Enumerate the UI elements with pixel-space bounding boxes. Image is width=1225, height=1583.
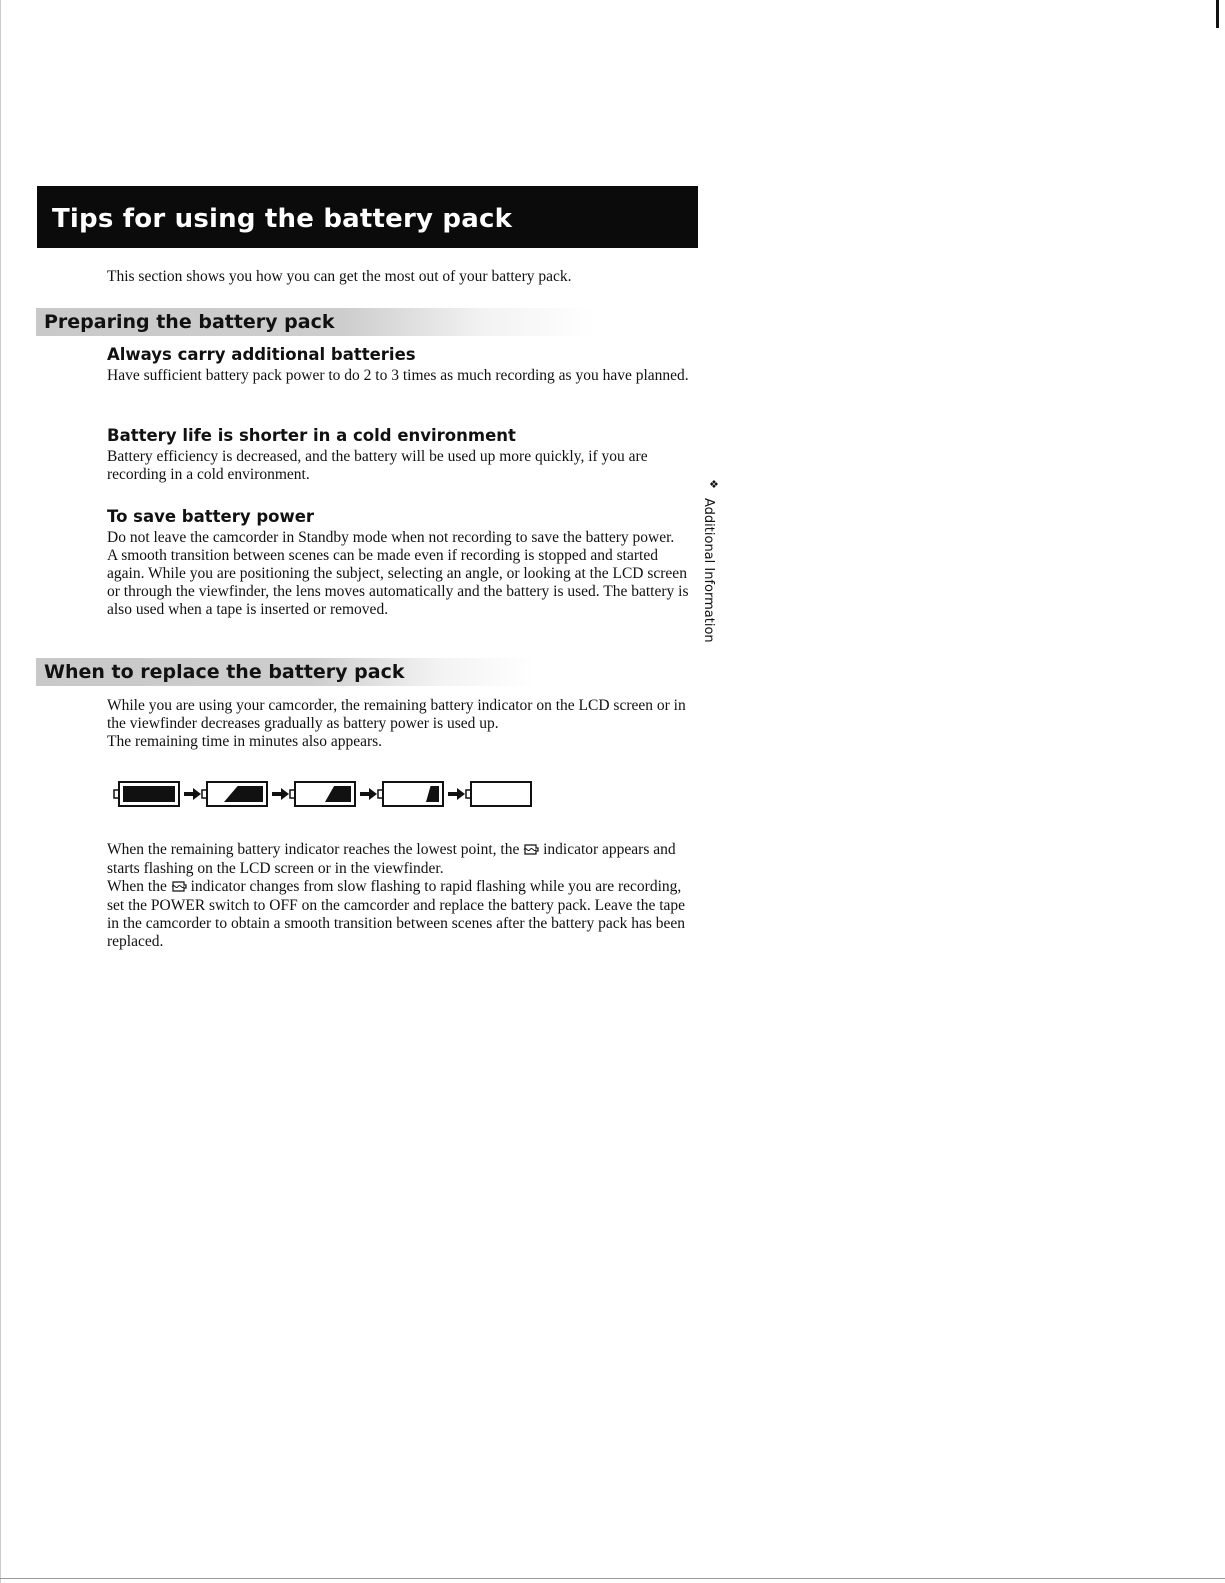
tip-paragraph: Do not leave the camcorder in Standby mode when not recording to save the battery power.: [107, 528, 675, 546]
empty-battery-icon: [523, 842, 539, 860]
tip-always-carry: [107, 346, 697, 385]
tip-heading: Battery life is shorter in a cold environment: [107, 426, 516, 445]
section-heading-when-to-replace: When to replace the battery pack: [36, 658, 536, 686]
battery-indicator-sequence: [113, 777, 553, 816]
battery-indicator-0: [114, 782, 179, 806]
battery-indicator-2: [290, 782, 355, 806]
arrow-right-icon: [272, 788, 289, 800]
page-edge-left: [0, 0, 1, 1583]
side-tab: [701, 478, 724, 658]
battery-indicator-1: [202, 782, 267, 806]
page-title: Tips for using the battery pack: [52, 204, 513, 234]
battery-indicator-diagram: [113, 777, 553, 811]
arrow-right-icon: [360, 788, 377, 800]
page-edge-mark: [1216, 0, 1219, 28]
section-heading-preparing: Preparing the battery pack: [36, 308, 596, 336]
replace-paragraph: While you are using your camcorder, the remaining battery indicator on the LCD screen or in the viewfinder decreases gradually as battery power is used up.: [107, 697, 686, 732]
battery-indicator-3: [378, 782, 443, 806]
text-run: indicator changes from slow flashing to rapid flashing while you are recording, set the POWER switch to OFF on the camcorder and replace the battery pack. Leave the tape in the camcorder to obtain a smooth transition between scenes after the battery pack has been replaced.: [107, 878, 686, 950]
empty-battery-icon: [171, 879, 187, 897]
text-run: indicator appears and starts flashing on the LCD screen or in the viewfinder.: [107, 841, 676, 877]
tip-cold-environment: [107, 427, 697, 484]
battery-indicator-4: [466, 782, 531, 806]
replace-paragraph: The remaining time in minutes also appears.: [107, 733, 383, 750]
arrow-right-icon: [184, 788, 201, 800]
intro-text: This section shows you how you can get the most out of your battery pack.: [107, 268, 572, 285]
replace-paragraph: [107, 878, 697, 951]
arrow-right-icon: [448, 788, 465, 800]
text-run: When the remaining battery indicator reaches the lowest point, the: [107, 841, 520, 858]
tip-paragraph: Battery efficiency is decreased, and the battery will be used up more quickly, if you are recording in a cold environment.: [107, 447, 648, 483]
tip-heading: Always carry additional batteries: [107, 345, 416, 364]
tip-paragraph: A smooth transition between scenes can be made even if recording is stopped and started again. While you are positioning the subject, selecting an angle, or looking at the LCD screen or through the viewfinder, the lens moves automatically and the battery is used. The battery is also used when a tape is inserted or removed.: [107, 546, 689, 618]
side-tab-mark: ❖: [709, 479, 719, 491]
tip-heading: To save battery power: [107, 507, 315, 526]
replace-instructions: [107, 841, 697, 951]
page-edge-bottom: [0, 1578, 1225, 1579]
tip-paragraph: Have sufficient battery pack power to do 2 to 3 times as much recording as you have planned.: [107, 366, 689, 384]
tip-save-power: [107, 508, 697, 619]
title-bar: [37, 186, 698, 248]
replace-paragraph: [107, 841, 697, 878]
side-tab-label: Additional Information: [701, 498, 716, 643]
replace-intro: [107, 697, 697, 751]
text-run: When the: [107, 878, 167, 895]
